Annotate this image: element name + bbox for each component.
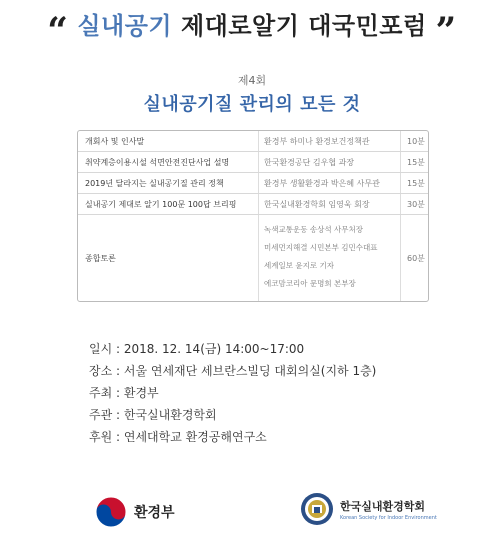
event-venue: 장소 : 서울 연세재단 세브란스빌딩 대회의실(지하 1층) (89, 364, 377, 378)
table-row (78, 131, 428, 152)
table-row (78, 194, 428, 215)
speaker-cell: 한국환경공단 김우협 과장 (264, 157, 355, 167)
subtitle: 실내공기질 관리의 모든 것 (143, 94, 361, 115)
ministry-name: 환경부 (134, 505, 175, 521)
panelist: 세계일보 윤지로 기자 (264, 261, 334, 270)
time-cell: 15분 (407, 157, 425, 167)
program-table (77, 130, 429, 302)
table-row-discussion (78, 215, 428, 301)
quote-open: “ (47, 10, 69, 52)
ministry-logo (94, 495, 175, 529)
speaker-cell: 환경부 하미나 환경보건정책관 (264, 136, 370, 146)
quote-close: ” (435, 10, 457, 52)
time-cell: 10분 (407, 136, 425, 146)
forum-title (0, 6, 504, 52)
title-part1: 실내공기 (77, 12, 173, 40)
time-cell: 60분 (407, 253, 425, 263)
table-row (78, 152, 428, 173)
society-emblem-icon (300, 492, 334, 526)
title-part2: 제대로알기 대국민포럼 (180, 12, 427, 40)
society-name: 한국실내환경학회 (340, 499, 426, 513)
topic-cell: 2019년 달라지는 실내공기질 관리 정책 (85, 178, 224, 188)
speaker-cell: 한국실내환경학회 임영욱 회장 (264, 199, 370, 209)
event-datetime: 일시 : 2018. 12. 14(금) 14:00~17:00 (89, 342, 305, 356)
panelist: 미세먼지해결 시민본부 김민수대표 (264, 243, 378, 252)
panelist: 에코맘코리아 문명희 본부장 (264, 279, 356, 288)
event-host: 주최 : 환경부 (89, 386, 159, 400)
topic-cell: 실내공기 제대로 알기 100문 100답 브리핑 (85, 199, 237, 209)
round-label: 제4회 (237, 74, 267, 87)
speaker-cell: 환경부 생활환경과 박은혜 사무관 (264, 178, 380, 188)
table-row (78, 173, 428, 194)
topic-cell: 개회사 및 인사말 (85, 136, 145, 146)
topic-cell: 취약계층이용시설 석면안전진단사업 설명 (85, 157, 230, 167)
topic-cell: 종합토론 (85, 253, 116, 263)
event-organizer: 주관 : 한국실내환경학회 (89, 408, 217, 422)
event-sponsor: 후원 : 연세대학교 환경공해연구소 (89, 430, 267, 444)
time-cell: 15분 (407, 178, 425, 188)
taeguk-icon (94, 495, 128, 529)
society-logo (300, 492, 437, 526)
society-name-en: Korean Society for Indoor Environment (340, 514, 437, 521)
time-cell: 30분 (407, 199, 425, 209)
panelist: 녹색교통운동 송상석 사무처장 (264, 225, 363, 234)
